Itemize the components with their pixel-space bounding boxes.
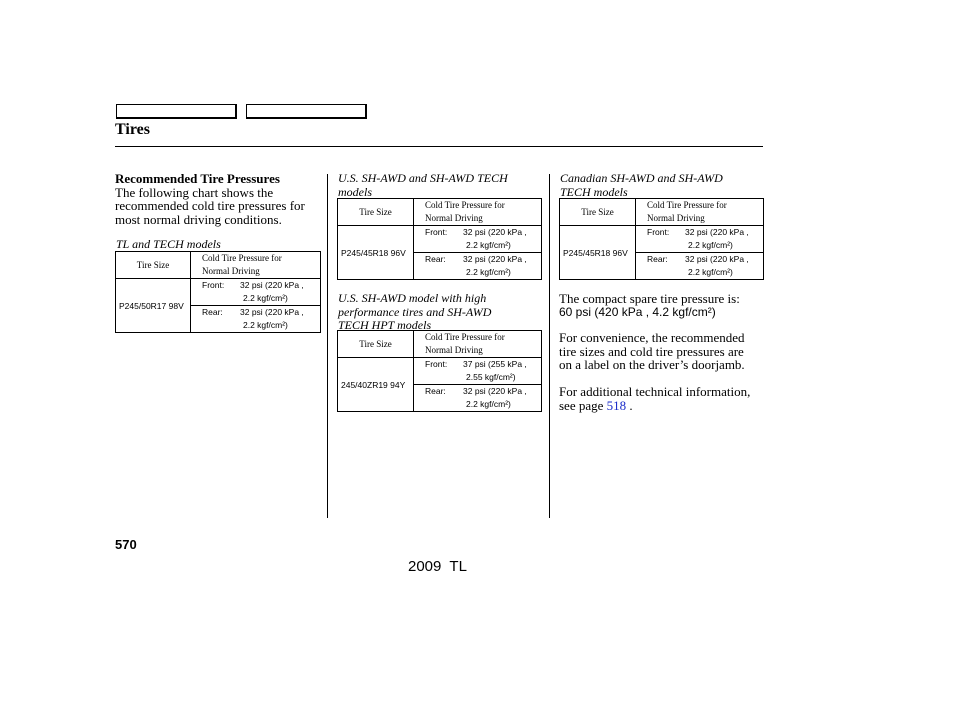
tire-size-value: P245/45R18 96V <box>338 226 414 280</box>
pressure-table-tl <box>115 251 321 333</box>
header-cold-pressure: Cold Tire Pressure for Normal Driving <box>191 252 321 279</box>
rear-pressure: Rear: 32 psi (220 kPa , 2.2 kgf/cm²) <box>414 385 542 412</box>
tire-size-value: P245/45R18 96V <box>560 226 636 280</box>
header-cold-pressure: Cold Tire Pressure for Normal Driving <box>636 199 764 226</box>
tire-size-value: P245/50R17 98V <box>116 279 191 333</box>
convenience-note: For convenience, the recommended tire sizes and cold tire pressures are on a label on the driver’s doorjamb. <box>559 330 745 372</box>
header-cold-pressure: Cold Tire Pressure for Normal Driving <box>414 199 542 226</box>
page-title: Tires <box>115 121 150 138</box>
header-tire-size: Tire Size <box>338 331 414 358</box>
table-label-canadian: Canadian SH-AWD and SH-AWD TECH models <box>560 171 723 199</box>
front-pressure: Front: 37 psi (255 kPa , 2.55 kgf/cm²) <box>414 358 542 385</box>
table-label-us-hpt: U.S. SH-AWD model with high performance tires and SH-AWD TECH HPT models <box>338 291 492 332</box>
table-label-tl: TL and TECH models <box>116 237 221 251</box>
spare-tire-pressure: 60 psi (420 kPa , 4.2 kgf/cm²) <box>559 304 716 319</box>
tire-size-value: 245/40ZR19 94Y <box>338 358 414 412</box>
additional-info: For additional technical information, see page 518 . <box>559 384 751 413</box>
front-pressure: Front: 32 psi (220 kPa , 2.2 kgf/cm²) <box>636 226 764 253</box>
intro-line-2: recommended cold tire pressures for <box>115 198 305 213</box>
intro-line-3: most normal driving conditions. <box>115 211 282 227</box>
title-rule <box>115 146 763 147</box>
page-link-518[interactable]: 518 <box>606 397 627 413</box>
page-number: 570 <box>115 537 137 552</box>
spare-tire-info: The compact spare tire pressure is: 60 psi (420 kPa , 4.2 kgf/cm²) <box>559 292 769 319</box>
section-heading: Recommended Tire Pressures <box>115 171 280 186</box>
column-1 <box>115 172 325 226</box>
nav-tab-1[interactable] <box>116 104 237 119</box>
header-tire-size: Tire Size <box>116 252 191 279</box>
header-cold-pressure: Cold Tire Pressure for Normal Driving <box>414 331 542 358</box>
pressure-table-canadian <box>559 198 764 280</box>
rear-pressure: Rear: 32 psi (220 kPa , 2.2 kgf/cm²) <box>414 253 542 280</box>
rear-pressure: Rear: 32 psi (220 kPa , 2.2 kgf/cm²) <box>191 306 321 333</box>
column-divider-2 <box>549 174 550 518</box>
pressure-table-us-shawd <box>337 198 542 280</box>
model-footer: 2009 TL <box>408 558 467 575</box>
pressure-table-us-hpt <box>337 330 542 412</box>
rear-pressure: Rear: 32 psi (220 kPa , 2.2 kgf/cm²) <box>636 253 764 280</box>
table-label-us-shawd: U.S. SH-AWD and SH-AWD TECH models <box>338 171 508 199</box>
front-pressure: Front: 32 psi (220 kPa , 2.2 kgf/cm²) <box>414 226 542 253</box>
header-tire-size: Tire Size <box>338 199 414 226</box>
nav-tab-2[interactable] <box>246 104 367 119</box>
front-pressure: Front: 32 psi (220 kPa , 2.2 kgf/cm²) <box>191 279 321 306</box>
column-divider-1 <box>327 174 328 518</box>
header-tire-size: Tire Size <box>560 199 636 226</box>
intro-line-1: The following chart shows the <box>115 184 274 200</box>
